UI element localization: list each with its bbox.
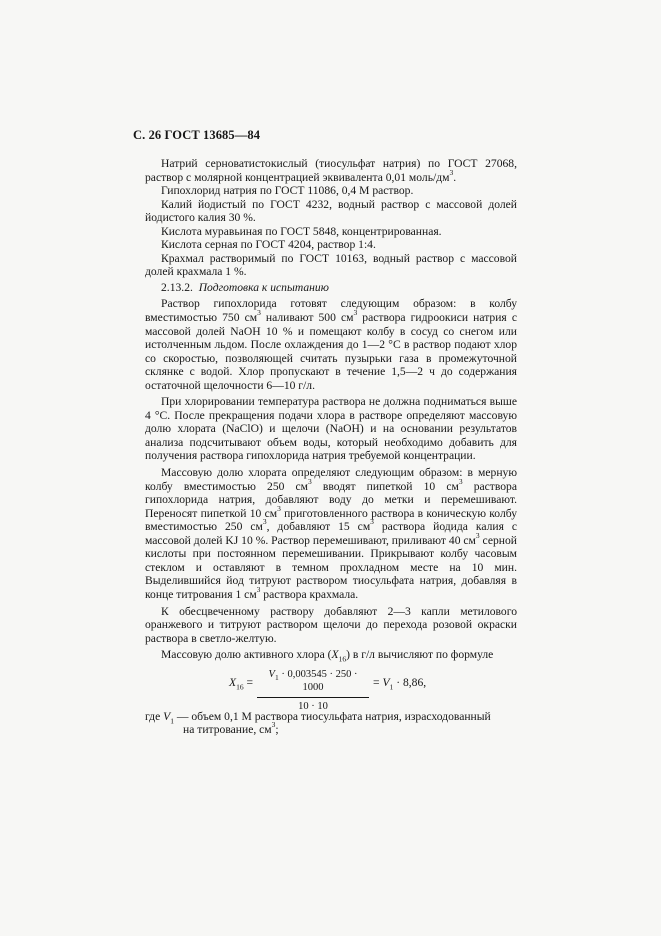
text: Раствор гипохлорида готовят следующим образом: в колбу вместимостью 750 см bbox=[145, 297, 517, 325]
superscript: 3 bbox=[370, 517, 374, 527]
variable: X bbox=[331, 648, 339, 662]
section-number: 2.13.2. bbox=[161, 280, 193, 294]
formula-fraction bbox=[257, 668, 369, 714]
text: на титрование, см bbox=[183, 723, 272, 737]
variable: V bbox=[382, 675, 390, 689]
equals-sign: = bbox=[373, 675, 380, 689]
paragraph-preparation bbox=[145, 297, 517, 392]
paragraph-methyl-orange: К обесцвеченному раствору добавляют 2—3 капли метилового оранжевого и титруют раствором щелочи до перехода розовой окраски раствора в светло-желтую. bbox=[145, 604, 517, 645]
section-heading bbox=[145, 281, 517, 295]
paragraph-reagent-thiosulfate bbox=[145, 157, 517, 184]
formula bbox=[145, 668, 517, 712]
text: где bbox=[145, 709, 164, 723]
text: раствора гидроокиси натрия с массовой долей NaOH 10 % и помещают колбу в сосуд со снегом или истолченным льдом. После охлаждения до 1—2 °С в раствор подают хлор со скоростью, позволяющей считать пузырьки газа в промежуточной склянке с водой. Хлор пропускают в течение 1,5—2 ч до содержания остаточной щелочности 6—10 г/л. bbox=[145, 311, 517, 392]
superscript: 3 bbox=[475, 530, 480, 540]
text: — объем 0,1 М раствора тиосульфата натрия, израсходованный bbox=[173, 709, 491, 723]
text: ) в г/л вычисляют по формуле bbox=[346, 648, 494, 662]
formula-lhs bbox=[229, 676, 253, 690]
variable: V bbox=[268, 668, 275, 680]
superscript: 3 bbox=[271, 720, 276, 730]
text: наливают 500 см bbox=[260, 311, 354, 325]
paragraph-formula-intro bbox=[145, 648, 517, 662]
page-header: С. 26 ГОСТ 13685—84 bbox=[133, 128, 261, 142]
fraction-numerator bbox=[257, 668, 369, 697]
text: приготовленного раствора в коническую колбу вместимостью 250 см bbox=[145, 506, 517, 534]
variable: V bbox=[163, 709, 171, 723]
superscript: 3 bbox=[257, 308, 261, 318]
text: Массовую долю активного хлора ( bbox=[161, 648, 332, 662]
superscript: 3 bbox=[277, 503, 281, 513]
section-title: Подготовка к испытанию bbox=[198, 280, 329, 294]
document-body bbox=[145, 157, 517, 737]
text: , добавляют 15 см bbox=[266, 520, 371, 534]
variable: X bbox=[229, 675, 237, 689]
superscript: 3 bbox=[458, 476, 463, 486]
subscript: 1 bbox=[274, 672, 279, 682]
text: · 0,003545 · 250 · 1000 bbox=[278, 668, 358, 694]
text: · 8,86, bbox=[393, 675, 427, 689]
subscript: 1 bbox=[170, 716, 174, 725]
superscript: 3 bbox=[256, 585, 261, 595]
paragraph-reagent-sulfuric-acid: Кислота серная по ГОСТ 4204, раствор 1:4. bbox=[161, 238, 376, 252]
superscript: 3 bbox=[308, 476, 312, 486]
equals-sign: = bbox=[246, 675, 254, 689]
superscript: 3 bbox=[449, 167, 454, 177]
formula-legend bbox=[145, 710, 517, 737]
text: Натрий серноватистокислый (тиосульфат натрия) по ГОСТ 27068, раствор с молярной концентрацией эквивалента 0,01 моль/дм bbox=[145, 157, 517, 184]
text: . bbox=[453, 170, 457, 184]
paragraph-reagent-hypochlorite: Гипохлорид натрия по ГОСТ 11086, 0,4 М раствор. bbox=[161, 184, 414, 198]
subscript: 16 bbox=[338, 654, 347, 664]
text: раствора йодида калия с массовой долей KJ 10 %. Раствор перемешивают, приливают 40 см bbox=[145, 520, 518, 547]
text: раствора гипохлорида натрия, добавляют воду до метки и перемешивают. Переносят пипеткой 10 см bbox=[145, 479, 517, 520]
superscript: 3 bbox=[353, 308, 358, 318]
legend-continuation bbox=[145, 720, 517, 737]
text: Массовую долю хлората определяют следующим образом: в мерную колбу вместимостью 250 см bbox=[145, 466, 517, 493]
subscript: 1 bbox=[389, 682, 394, 691]
text: ; bbox=[275, 723, 279, 737]
subscript: 16 bbox=[236, 682, 244, 691]
formula-rhs bbox=[373, 676, 426, 690]
text: серной кислоты при постоянном перемешивании. Прикрывают колбу часовым стеклом и оставляют в темном прохладном месте на 10 мин. Выделившийся йод титруют раствором тиосульфата натрия, добавляя в конце титрования 1 см bbox=[145, 533, 517, 601]
text: раствора крахмала. bbox=[260, 587, 359, 601]
paragraph-chlorate-determination bbox=[145, 466, 517, 601]
paragraph-chlorination: При хлорировании температура раствора не должна подниматься выше 4 °С. После прекращения подачи хлора в растворе определяют массовую долю хлората (NaClO) и щелочи (NaOH) и на основании результатов анализа подсчитывают объем воды, который необходимо добавить для получения раствора гипохлорида натрия требуемой концентрации. bbox=[145, 395, 517, 463]
fraction-denominator: 10 · 10 bbox=[298, 700, 328, 712]
paragraph-reagent-potassium-iodide: Калий йодистый по ГОСТ 4232, водный раствор с массовой долей йодистого калия 30 %. bbox=[145, 197, 517, 225]
paragraph-reagent-formic-acid: Кислота муравьиная по ГОСТ 5848, концентрированная. bbox=[161, 224, 442, 238]
superscript: 3 bbox=[262, 517, 267, 527]
paragraph-reagent-starch: Крахмал растворимый по ГОСТ 10163, водный раствор с массовой долей крахмала 1 %. bbox=[145, 251, 517, 279]
text: вводят пипеткой 10 см bbox=[311, 479, 459, 493]
